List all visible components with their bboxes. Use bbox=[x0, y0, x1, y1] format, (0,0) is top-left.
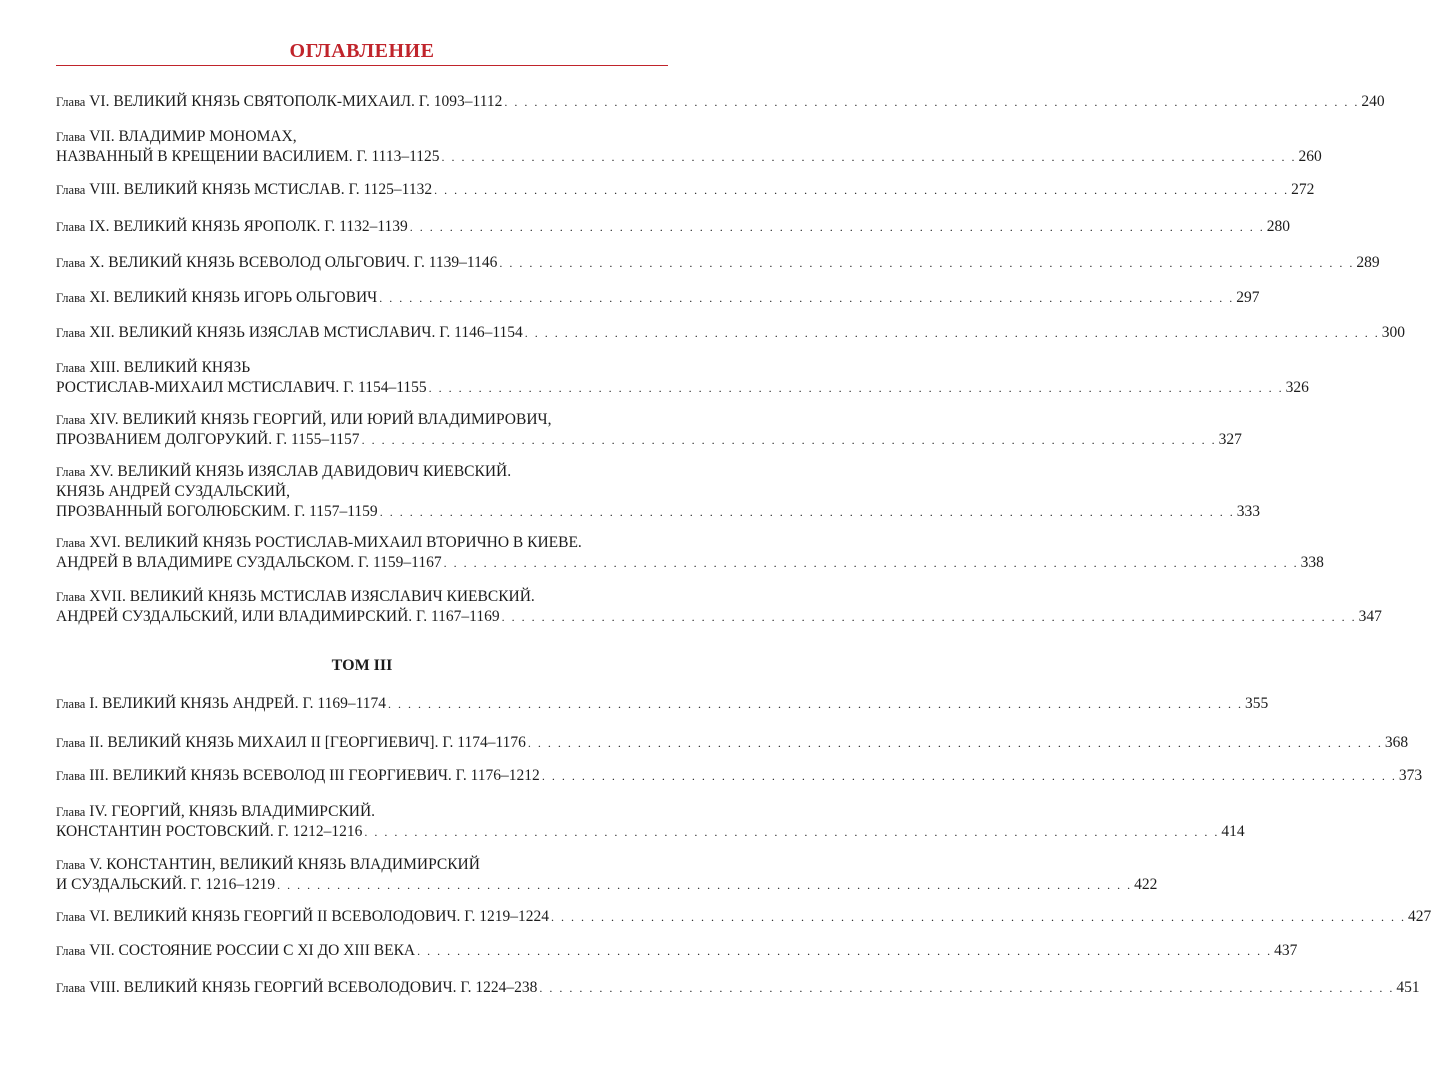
page-number: 414 bbox=[1221, 823, 1245, 840]
chapter-title-line: ГЕОРГИЙ, КНЯЗЬ ВЛАДИМИРСКИЙ. bbox=[111, 803, 376, 820]
chapter-number: VIII bbox=[89, 181, 116, 198]
toc-entry[interactable]: Глава IV. ГЕОРГИЙ, КНЯЗЬ ВЛАДИМИРСКИЙ. КОНСТАНТИН РОСТОВСКИЙ. Г. 1212–1216 . . . . . . . . . . . . . . . . . . . . . . . . . . . . . . . . . . . . . . . . . . . . . . . . . . . . . . . . . . . . . . . . . . . . . . . . . . . . . . . . . . . . . . 414 bbox=[56, 803, 1245, 840]
toc-entry[interactable]: Глава XVII. ВЕЛИКИЙ КНЯЗЬ МСТИСЛАВ ИЗЯСЛАВИЧ КИЕВСКИЙ. АНДРЕЙ СУЗДАЛЬСКИЙ, ИЛИ ВЛАДИМИРСКИЙ. Г. 1167–1169 . . . . . . . . . . . . . . . . . . . . . . . . . . . . . . . . . . . . . . . . . . . . . . . . . . . . . . . . . . . . . . . . . . . . . . . . . . . . . . . . . . . . . . 347 bbox=[56, 588, 1382, 625]
toc-entry[interactable]: Глава VI. ВЕЛИКИЙ КНЯЗЬ ГЕОРГИЙ II ВСЕВОЛОДОВИЧ. Г. 1219–1224 . . . . . . . . . . . . . . . . . . . . . . . . . . . . . . . . . . . . . . . . . . . . . . . . . . . . . . . . . . . . . . . . . . . . . . . . . . . . . . . . . . . . . . 427 bbox=[56, 908, 1431, 925]
volume-heading: ТОМ III bbox=[331, 657, 393, 674]
page-number: 373 bbox=[1398, 767, 1423, 784]
chapter-label: Глава bbox=[56, 590, 86, 604]
dot-leader: . . . . . . . . . . . . . . . . . . . . . . . . . . . . . . . . . . . . . . . . . . . . . . . . . . . . . . . . . . . . . . . . . . . . . . . . . . . . . . . . . . . . . . bbox=[434, 183, 1290, 197]
chapter-title-line: ВЕЛИКИЙ КНЯЗЬ АНДРЕЙ. Г. 1169–1174 bbox=[102, 695, 387, 712]
chapter-number: XII bbox=[89, 324, 111, 341]
chapter-label: Глава bbox=[56, 465, 86, 479]
toc-entry[interactable]: Глава VIII. ВЕЛИКИЙ КНЯЗЬ МСТИСЛАВ. Г. 1125–1132 . . . . . . . . . . . . . . . . . . . . . . . . . . . . . . . . . . . . . . . . . . . . . . . . . . . . . . . . . . . . . . . . . . . . . . . . . . . . . . . . . . . . . . 272 bbox=[56, 181, 1315, 198]
page-number: 347 bbox=[1358, 608, 1382, 625]
chapter-title-line: ВЛАДИМИР МОНОМАХ, bbox=[118, 128, 297, 145]
chapter-title-line: АНДРЕЙ СУЗДАЛЬСКИЙ, ИЛИ ВЛАДИМИРСКИЙ. Г. 1167–1169 bbox=[56, 608, 500, 625]
chapter-title-line: ВЕЛИКИЙ КНЯЗЬ ВСЕВОЛОД III ГЕОРГИЕВИЧ. Г. 1176–1212 bbox=[112, 767, 540, 784]
chapter-number: I bbox=[89, 695, 95, 712]
page-number: 297 bbox=[1236, 289, 1260, 306]
page-number: 451 bbox=[1396, 979, 1420, 996]
chapter-label: Глава bbox=[56, 130, 86, 144]
dot-leader: . . . . . . . . . . . . . . . . . . . . . . . . . . . . . . . . . . . . . . . . . . . . . . . . . . . . . . . . . . . . . . . . . . . . . . . . . . . . . . . . . . . . . . bbox=[551, 910, 1407, 924]
chapter-number: X bbox=[89, 254, 101, 271]
dot-leader: . . . . . . . . . . . . . . . . . . . . . . . . . . . . . . . . . . . . . . . . . . . . . . . . . . . . . . . . . . . . . . . . . . . . . . . . . . . . . . . . . . . . . . bbox=[539, 981, 1395, 995]
dot-leader: . . . . . . . . . . . . . . . . . . . . . . . . . . . . . . . . . . . . . . . . . . . . . . . . . . . . . . . . . . . . . . . . . . . . . . . . . . . . . . . . . . . . . . bbox=[428, 381, 1284, 395]
chapter-title-line: ВЕЛИКИЙ КНЯЗЬ bbox=[123, 359, 251, 376]
page-number: 300 bbox=[1381, 324, 1406, 341]
toc-entry[interactable]: Глава III. ВЕЛИКИЙ КНЯЗЬ ВСЕВОЛОД III ГЕОРГИЕВИЧ. Г. 1176–1212 . . . . . . . . . . . . . . . . . . . . . . . . . . . . . . . . . . . . . . . . . . . . . . . . . . . . . . . . . . . . . . . . . . . . . . . . . . . . . . . . . . . . . . 373 bbox=[56, 767, 1423, 784]
page-number: 422 bbox=[1134, 876, 1158, 893]
page-title: ОГЛАВЛЕНИЕ bbox=[289, 40, 435, 62]
chapter-title-line: ВЕЛИКИЙ КНЯЗЬ ИЗЯСЛАВ ДАВИДОВИЧ КИЕВСКИЙ. bbox=[117, 463, 512, 480]
toc-entry[interactable]: Глава VII. СОСТОЯНИЕ РОССИИ С XI ДО XIII ВЕКА . . . . . . . . . . . . . . . . . . . . . . . . . . . . . . . . . . . . . . . . . . . . . . . . . . . . . . . . . . . . . . . . . . . . . . . . . . . . . . . . . . . . . . 437 bbox=[56, 942, 1298, 959]
chapter-title-line: КНЯЗЬ АНДРЕЙ СУЗДАЛЬСКИЙ, bbox=[56, 483, 290, 500]
chapter-label: Глава bbox=[56, 536, 86, 550]
chapter-label: Глава bbox=[56, 981, 86, 995]
chapter-label: Глава bbox=[56, 769, 86, 783]
chapter-title-line: ВЕЛИКИЙ КНЯЗЬ ИЗЯСЛАВ МСТИСЛАВИЧ. Г. 1146–1154 bbox=[118, 324, 523, 341]
chapter-title-line: ВЕЛИКИЙ КНЯЗЬ МИХАИЛ II [ГЕОРГИЕВИЧ]. Г. 1174–1176 bbox=[107, 734, 526, 751]
chapter-label: Глава bbox=[56, 361, 86, 375]
chapter-number: XVII bbox=[89, 588, 122, 605]
chapter-number: III bbox=[89, 767, 105, 784]
toc-entry[interactable]: Глава V. КОНСТАНТИН, ВЕЛИКИЙ КНЯЗЬ ВЛАДИМИРСКИЙ И СУЗДАЛЬСКИЙ. Г. 1216–1219 . . . . . . . . . . . . . . . . . . . . . . . . . . . . . . . . . . . . . . . . . . . . . . . . . . . . . . . . . . . . . . . . . . . . . . . . . . . . . . . . . . . . . . 422 bbox=[56, 856, 1158, 893]
page-number: 355 bbox=[1245, 695, 1269, 712]
page-number: 437 bbox=[1274, 942, 1298, 959]
chapter-title-line: ПРОЗВАННЫЙ БОГОЛЮБСКИМ. Г. 1157–1159 bbox=[56, 503, 378, 520]
chapter-title-line: ВЕЛИКИЙ КНЯЗЬ ЯРОПОЛК. Г. 1132–1139 bbox=[113, 218, 408, 235]
toc-entry[interactable]: Глава I. ВЕЛИКИЙ КНЯЗЬ АНДРЕЙ. Г. 1169–1174 . . . . . . . . . . . . . . . . . . . . . . . . . . . . . . . . . . . . . . . . . . . . . . . . . . . . . . . . . . . . . . . . . . . . . . . . . . . . . . . . . . . . . . 355 bbox=[56, 695, 1269, 712]
chapter-number: VI bbox=[89, 93, 106, 110]
chapter-label: Глава bbox=[56, 736, 86, 750]
chapter-label: Глава bbox=[56, 220, 86, 234]
dot-leader: . . . . . . . . . . . . . . . . . . . . . . . . . . . . . . . . . . . . . . . . . . . . . . . . . . . . . . . . . . . . . . . . . . . . . . . . . . . . . . . . . . . . . . bbox=[499, 256, 1355, 270]
toc-entry[interactable]: Глава XIV. ВЕЛИКИЙ КНЯЗЬ ГЕОРГИЙ, ИЛИ ЮРИЙ ВЛАДИМИРОВИЧ, ПРОЗВАНИЕМ ДОЛГОРУКИЙ. Г. 1155–1157 . . . . . . . . . . . . . . . . . . . . . . . . . . . . . . . . . . . . . . . . . . . . . . . . . . . . . . . . . . . . . . . . . . . . . . . . . . . . . . . . . . . . . . 327 bbox=[56, 411, 1242, 448]
chapter-title-line: РОСТИСЛАВ-МИХАИЛ МСТИСЛАВИЧ. Г. 1154–1155 bbox=[56, 379, 427, 396]
dot-leader: . . . . . . . . . . . . . . . . . . . . . . . . . . . . . . . . . . . . . . . . . . . . . . . . . . . . . . . . . . . . . . . . . . . . . . . . . . . . . . . . . . . . . . bbox=[504, 95, 1360, 109]
chapter-title-line: КОНСТАНТИН РОСТОВСКИЙ. Г. 1212–1216 bbox=[56, 823, 363, 840]
page-number: 427 bbox=[1408, 908, 1431, 925]
chapter-title-line: ВЕЛИКИЙ КНЯЗЬ МСТИСЛАВ ИЗЯСЛАВИЧ КИЕВСКИЙ. bbox=[129, 588, 535, 605]
page-number: 289 bbox=[1356, 254, 1380, 271]
dot-leader: . . . . . . . . . . . . . . . . . . . . . . . . . . . . . . . . . . . . . . . . . . . . . . . . . . . . . . . . . . . . . . . . . . . . . . . . . . . . . . . . . . . . . . bbox=[417, 944, 1273, 958]
chapter-title-line: ВЕЛИКИЙ КНЯЗЬ МСТИСЛАВ. Г. 1125–1132 bbox=[123, 181, 433, 198]
chapter-label: Глава bbox=[56, 291, 86, 305]
toc-entry[interactable]: Глава VIII. ВЕЛИКИЙ КНЯЗЬ ГЕОРГИЙ ВСЕВОЛОДОВИЧ. Г. 1224–238 . . . . . . . . . . . . . . . . . . . . . . . . . . . . . . . . . . . . . . . . . . . . . . . . . . . . . . . . . . . . . . . . . . . . . . . . . . . . . . . . . . . . . . 451 bbox=[56, 979, 1420, 996]
dot-leader: . . . . . . . . . . . . . . . . . . . . . . . . . . . . . . . . . . . . . . . . . . . . . . . . . . . . . . . . . . . . . . . . . . . . . . . . . . . . . . . . . . . . . . bbox=[277, 878, 1133, 892]
chapter-number: VIII bbox=[89, 979, 116, 996]
toc-entry[interactable]: Глава XV. ВЕЛИКИЙ КНЯЗЬ ИЗЯСЛАВ ДАВИДОВИЧ КИЕВСКИЙ. КНЯЗЬ АНДРЕЙ СУЗДАЛЬСКИЙ, ПРОЗВАННЫЙ БОГОЛЮБСКИМ. Г. 1157–1159 . . . . . . . . . . . . . . . . . . . . . . . . . . . . . . . . . . . . . . . . . . . . . . . . . . . . . . . . . . . . . . . . . . . . . . . . . . . . . . . . . . . . . . 333 bbox=[56, 463, 1260, 520]
dot-leader: . . . . . . . . . . . . . . . . . . . . . . . . . . . . . . . . . . . . . . . . . . . . . . . . . . . . . . . . . . . . . . . . . . . . . . . . . . . . . . . . . . . . . . bbox=[361, 433, 1217, 447]
dot-leader: . . . . . . . . . . . . . . . . . . . . . . . . . . . . . . . . . . . . . . . . . . . . . . . . . . . . . . . . . . . . . . . . . . . . . . . . . . . . . . . . . . . . . . bbox=[541, 769, 1397, 783]
chapter-number: XVI bbox=[89, 534, 117, 551]
toc-entry[interactable]: Глава XVI. ВЕЛИКИЙ КНЯЗЬ РОСТИСЛАВ-МИХАИЛ ВТОРИЧНО В КИЕВЕ. АНДРЕЙ В ВЛАДИМИРЕ СУЗДАЛЬСКОМ. Г. 1159–1167 . . . . . . . . . . . . . . . . . . . . . . . . . . . . . . . . . . . . . . . . . . . . . . . . . . . . . . . . . . . . . . . . . . . . . . . . . . . . . . . . . . . . . . 338 bbox=[56, 534, 1324, 571]
chapter-title-line: ВЕЛИКИЙ КНЯЗЬ РОСТИСЛАВ-МИХАИЛ ВТОРИЧНО В КИЕВЕ. bbox=[124, 534, 582, 551]
dot-leader: . . . . . . . . . . . . . . . . . . . . . . . . . . . . . . . . . . . . . . . . . . . . . . . . . . . . . . . . . . . . . . . . . . . . . . . . . . . . . . . . . . . . . . bbox=[388, 697, 1244, 711]
page-number: 260 bbox=[1298, 148, 1322, 165]
page-number: 240 bbox=[1361, 93, 1385, 110]
chapter-title-line: АНДРЕЙ В ВЛАДИМИРЕ СУЗДАЛЬСКОМ. Г. 1159–1167 bbox=[56, 554, 442, 571]
chapter-title-line: ВЕЛИКИЙ КНЯЗЬ ИГОРЬ ОЛЬГОВИЧ bbox=[113, 289, 378, 306]
chapter-number: XI bbox=[89, 289, 106, 306]
page-number: 327 bbox=[1218, 431, 1242, 448]
page-number: 280 bbox=[1266, 218, 1291, 235]
toc-entry[interactable]: Глава X. ВЕЛИКИЙ КНЯЗЬ ВСЕВОЛОД ОЛЬГОВИЧ. Г. 1139–1146 . . . . . . . . . . . . . . . . . . . . . . . . . . . . . . . . . . . . . . . . . . . . . . . . . . . . . . . . . . . . . . . . . . . . . . . . . . . . . . . . . . . . . . 289 bbox=[56, 254, 1380, 271]
chapter-number: XV bbox=[89, 463, 110, 480]
page-number: 333 bbox=[1236, 503, 1260, 520]
toc-entry[interactable]: Глава XII. ВЕЛИКИЙ КНЯЗЬ ИЗЯСЛАВ МСТИСЛАВИЧ. Г. 1146–1154 . . . . . . . . . . . . . . . . . . . . . . . . . . . . . . . . . . . . . . . . . . . . . . . . . . . . . . . . . . . . . . . . . . . . . . . . . . . . . . . . . . . . . . 300 bbox=[56, 324, 1406, 341]
chapter-number: VII bbox=[89, 942, 111, 959]
chapter-label: Глава bbox=[56, 256, 86, 270]
dot-leader: . . . . . . . . . . . . . . . . . . . . . . . . . . . . . . . . . . . . . . . . . . . . . . . . . . . . . . . . . . . . . . . . . . . . . . . . . . . . . . . . . . . . . . bbox=[527, 736, 1383, 750]
toc-entry[interactable]: Глава II. ВЕЛИКИЙ КНЯЗЬ МИХАИЛ II [ГЕОРГИЕВИЧ]. Г. 1174–1176 . . . . . . . . . . . . . . . . . . . . . . . . . . . . . . . . . . . . . . . . . . . . . . . . . . . . . . . . . . . . . . . . . . . . . . . . . . . . . . . . . . . . . . 368 bbox=[56, 734, 1409, 751]
dot-leader: . . . . . . . . . . . . . . . . . . . . . . . . . . . . . . . . . . . . . . . . . . . . . . . . . . . . . . . . . . . . . . . . . . . . . . . . . . . . . . . . . . . . . . bbox=[409, 220, 1265, 234]
toc-entry[interactable]: Глава XI. ВЕЛИКИЙ КНЯЗЬ ИГОРЬ ОЛЬГОВИЧ . . . . . . . . . . . . . . . . . . . . . . . . . . . . . . . . . . . . . . . . . . . . . . . . . . . . . . . . . . . . . . . . . . . . . . . . . . . . . . . . . . . . . . 297 bbox=[56, 289, 1260, 306]
page-number: 338 bbox=[1300, 554, 1324, 571]
chapter-title-line: ВЕЛИКИЙ КНЯЗЬ ГЕОРГИЙ II ВСЕВОЛОДОВИЧ. Г. 1219–1224 bbox=[113, 908, 550, 925]
toc-entry[interactable]: Глава VI. ВЕЛИКИЙ КНЯЗЬ СВЯТОПОЛК-МИХАИЛ. Г. 1093–1112 . . . . . . . . . . . . . . . . . . . . . . . . . . . . . . . . . . . . . . . . . . . . . . . . . . . . . . . . . . . . . . . . . . . . . . . . . . . . . . . . . . . . . . 240 bbox=[56, 93, 1385, 110]
chapter-title-line: НАЗВАННЫЙ В КРЕЩЕНИИ ВАСИЛИЕМ. Г. 1113–1125 bbox=[56, 148, 440, 165]
chapter-title-line: ВЕЛИКИЙ КНЯЗЬ ВСЕВОЛОД ОЛЬГОВИЧ. Г. 1139–1146 bbox=[108, 254, 498, 271]
dot-leader: . . . . . . . . . . . . . . . . . . . . . . . . . . . . . . . . . . . . . . . . . . . . . . . . . . . . . . . . . . . . . . . . . . . . . . . . . . . . . . . . . . . . . . bbox=[524, 326, 1380, 340]
title-rule bbox=[56, 65, 668, 66]
chapter-number: XIV bbox=[89, 411, 115, 428]
chapter-title-line: СОСТОЯНИЕ РОССИИ С XI ДО XIII ВЕКА bbox=[118, 942, 416, 959]
dot-leader: . . . . . . . . . . . . . . . . . . . . . . . . . . . . . . . . . . . . . . . . . . . . . . . . . . . . . . . . . . . . . . . . . . . . . . . . . . . . . . . . . . . . . . bbox=[501, 610, 1357, 624]
dot-leader: . . . . . . . . . . . . . . . . . . . . . . . . . . . . . . . . . . . . . . . . . . . . . . . . . . . . . . . . . . . . . . . . . . . . . . . . . . . . . . . . . . . . . . bbox=[364, 825, 1220, 839]
chapter-number: II bbox=[89, 734, 100, 751]
chapter-label: Глава bbox=[56, 326, 86, 340]
chapter-title-line: И СУЗДАЛЬСКИЙ. Г. 1216–1219 bbox=[56, 876, 276, 893]
chapter-label: Глава bbox=[56, 183, 86, 197]
dot-leader: . . . . . . . . . . . . . . . . . . . . . . . . . . . . . . . . . . . . . . . . . . . . . . . . . . . . . . . . . . . . . . . . . . . . . . . . . . . . . . . . . . . . . . bbox=[379, 505, 1235, 519]
chapter-label: Глава bbox=[56, 697, 86, 711]
chapter-label: Глава bbox=[56, 910, 86, 924]
chapter-label: Глава bbox=[56, 944, 86, 958]
chapter-title-line: ВЕЛИКИЙ КНЯЗЬ ГЕОРГИЙ, ИЛИ ЮРИЙ ВЛАДИМИРОВИЧ, bbox=[122, 411, 552, 428]
toc-entry[interactable]: Глава IX. ВЕЛИКИЙ КНЯЗЬ ЯРОПОЛК. Г. 1132–1139 . . . . . . . . . . . . . . . . . . . . . . . . . . . . . . . . . . . . . . . . . . . . . . . . . . . . . . . . . . . . . . . . . . . . . . . . . . . . . . . . . . . . . . 280 bbox=[56, 218, 1291, 235]
chapter-title-line: ПРОЗВАНИЕМ ДОЛГОРУКИЙ. Г. 1155–1157 bbox=[56, 431, 360, 448]
page-number: 272 bbox=[1291, 181, 1315, 198]
chapter-number: IV bbox=[89, 803, 104, 820]
toc-entry[interactable]: Глава VII. ВЛАДИМИР МОНОМАХ, НАЗВАННЫЙ В КРЕЩЕНИИ ВАСИЛИЕМ. Г. 1113–1125 . . . . . . . . . . . . . . . . . . . . . . . . . . . . . . . . . . . . . . . . . . . . . . . . . . . . . . . . . . . . . . . . . . . . . . . . . . . . . . . . . . . . . . 260 bbox=[56, 128, 1322, 165]
dot-leader: . . . . . . . . . . . . . . . . . . . . . . . . . . . . . . . . . . . . . . . . . . . . . . . . . . . . . . . . . . . . . . . . . . . . . . . . . . . . . . . . . . . . . . bbox=[443, 556, 1299, 570]
chapter-title-line: КОНСТАНТИН, ВЕЛИКИЙ КНЯЗЬ ВЛАДИМИРСКИЙ bbox=[106, 856, 480, 873]
chapter-label: Глава bbox=[56, 805, 86, 819]
chapter-title-line: ВЕЛИКИЙ КНЯЗЬ ГЕОРГИЙ ВСЕВОЛОДОВИЧ. Г. 1224–238 bbox=[123, 979, 538, 996]
page-number: 368 bbox=[1384, 734, 1409, 751]
chapter-number: VI bbox=[89, 908, 106, 925]
chapter-label: Глава bbox=[56, 858, 86, 872]
toc-entry[interactable]: Глава XIII. ВЕЛИКИЙ КНЯЗЬ РОСТИСЛАВ-МИХАИЛ МСТИСЛАВИЧ. Г. 1154–1155 . . . . . . . . . . . . . . . . . . . . . . . . . . . . . . . . . . . . . . . . . . . . . . . . . . . . . . . . . . . . . . . . . . . . . . . . . . . . . . . . . . . . . . 326 bbox=[56, 359, 1309, 396]
chapter-number: VII bbox=[89, 128, 111, 145]
chapter-label: Глава bbox=[56, 413, 86, 427]
chapter-number: IX bbox=[89, 218, 106, 235]
dot-leader: . . . . . . . . . . . . . . . . . . . . . . . . . . . . . . . . . . . . . . . . . . . . . . . . . . . . . . . . . . . . . . . . . . . . . . . . . . . . . . . . . . . . . . bbox=[441, 150, 1297, 164]
chapter-number: V bbox=[89, 856, 99, 873]
chapter-label: Глава bbox=[56, 95, 86, 109]
chapter-title-line: ВЕЛИКИЙ КНЯЗЬ СВЯТОПОЛК-МИХАИЛ. Г. 1093–1112 bbox=[113, 93, 503, 110]
dot-leader: . . . . . . . . . . . . . . . . . . . . . . . . . . . . . . . . . . . . . . . . . . . . . . . . . . . . . . . . . . . . . . . . . . . . . . . . . . . . . . . . . . . . . . bbox=[379, 291, 1235, 305]
page-number: 326 bbox=[1285, 379, 1309, 396]
chapter-number: XIII bbox=[89, 359, 116, 376]
